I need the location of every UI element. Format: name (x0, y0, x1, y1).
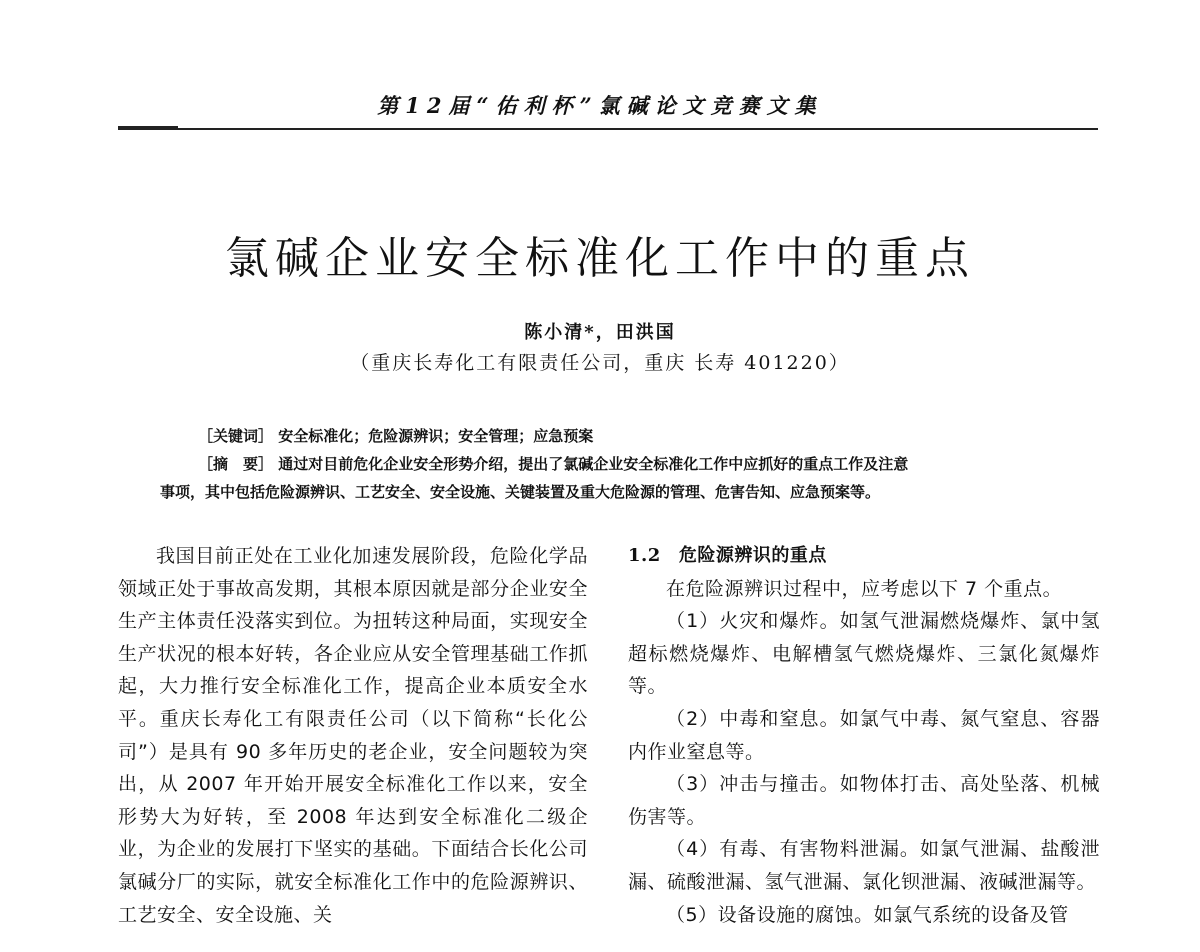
keywords-label: ［关键词］ (198, 427, 274, 445)
section-heading (628, 540, 1100, 573)
section-number: 1.2 (628, 545, 661, 566)
left-column (118, 540, 588, 931)
list-item: （2）中毒和窒息。如氯气中毒、氮气窒息、容器内作业窒息等。 (628, 707, 1100, 763)
list-item: （3）冲击与撞击。如物体打击、高处坠落、机械伤害等。 (628, 773, 1100, 828)
abstract-line-2 (160, 478, 1060, 506)
keywords-line (160, 422, 1060, 450)
running-header: 第12届“佑利杯”氯碱论文竞赛文集 (377, 93, 823, 118)
section-title: 危险源辨识的重点 (678, 545, 827, 566)
right-column (628, 540, 1100, 931)
authors: 陈小清*，田洪国 (524, 322, 676, 343)
intro-paragraph: 我国目前正处在工业化加速发展阶段，危险化学品领域正处于事故高发期，其根本原因就是部分企业安全生产主体责任没落实到位。为扭转这种局面，实现安全生产状况的根本好转，各企业应从安全管理基础工作抓起，大力推行安全标准化工作，提高企业本质安全水平。重庆长寿化工有限责任公司（以下简称“长化公司”）是具有 90 多年历史的老企业，安全问题较为突出，从 2007 年开始开展安全标准化工作以来，安全形势大为好转，至 2008 年达到安全标准化二级企业，为企业的发展打下坚实的基础。下面结合长化公司氯碱分厂的实际，就安全标准化工作中的危险源辨识、工艺安全、安全设施、关 (118, 545, 588, 926)
header-rule (118, 128, 1098, 130)
abstract-text-2: 事项，其中包括危险源辨识、工艺安全、安全设施、关键装置及重大危险源的管理、危害告知、应急预案等。 (160, 483, 881, 501)
affiliation: （重庆长寿化工有限责任公司，重庆 长寿 401220） (350, 352, 850, 374)
list-item: （1）火灾和爆炸。如氢气泄漏燃烧爆炸、氯中氢超标燃烧爆炸、电解槽氢气燃烧爆炸、三氯化氮爆炸等。 (628, 610, 1100, 698)
abstract-block (160, 422, 1060, 506)
section-intro: 在危险源辨识过程中，应考虑以下 7 个重点。 (666, 577, 1063, 600)
abstract-text-1: 通过对目前危化企业安全形势介绍，提出了氯碱企业安全标准化工作中应抓好的重点工作及注意 (278, 455, 909, 473)
article-title: 氯碱企业安全标准化工作中的重点 (225, 233, 975, 284)
abstract-line-1 (160, 450, 1060, 478)
keywords-text: 安全标准化；危险源辨识；安全管理；应急预案 (278, 427, 594, 445)
abstract-label: ［摘 要］ (198, 455, 274, 473)
list-item: （4）有毒、有害物料泄漏。如氯气泄漏、盐酸泄漏、硫酸泄漏、氢气泄漏、氯化钡泄漏、液碱泄漏等。 (628, 838, 1100, 893)
list-item: （5）设备设施的腐蚀。如氯气系统的设备及管 (666, 903, 1069, 926)
